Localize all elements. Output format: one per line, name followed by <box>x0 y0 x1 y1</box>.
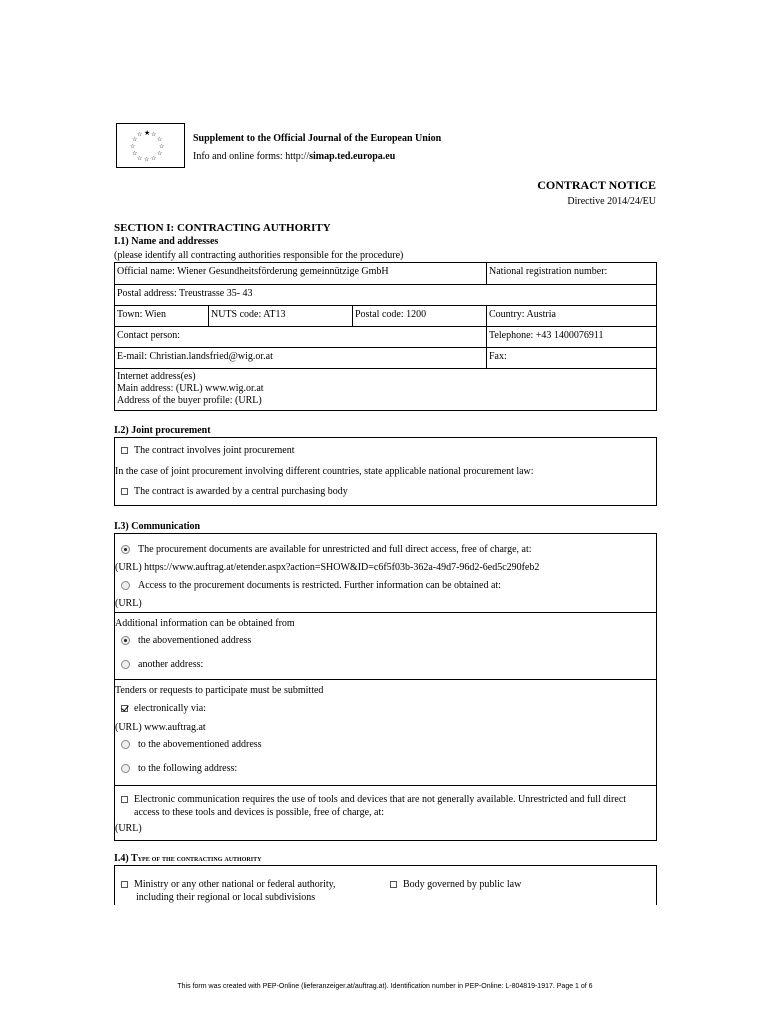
national-law-text: In the case of joint procurement involving different countries, state applicable national procurement law: <box>115 466 534 477</box>
online-forms-line <box>193 151 395 162</box>
svg-text:☆: ☆ <box>137 155 143 162</box>
i1-title: I.1) Name and addresses <box>114 236 219 247</box>
checkbox-icon[interactable] <box>121 796 128 803</box>
svg-text:☆: ☆ <box>130 143 136 150</box>
i2-title: I.2) Joint procurement <box>114 425 211 436</box>
to-following-option[interactable] <box>121 763 237 774</box>
postal-code-field: Postal code: 1200 <box>352 306 486 326</box>
notice-title: CONTRACT NOTICE <box>537 178 656 192</box>
i1-note: (please identify all contracting authorities responsible for the procedure) <box>114 250 404 261</box>
unrestricted-access-option[interactable] <box>121 544 532 555</box>
additional-info-title: Additional information can be obtained from <box>115 618 295 629</box>
to-following-label: to the following address: <box>138 763 238 774</box>
i4-title-prefix: I.4) T <box>114 853 138 864</box>
i3-title: I.3) Communication <box>114 521 201 532</box>
table-row <box>115 327 656 348</box>
svg-text:☆: ☆ <box>159 143 165 150</box>
fax-field: Fax: <box>486 348 656 368</box>
ministry-label-line1: Ministry or any other national or federal authority, <box>134 879 336 890</box>
section-title: SECTION I: CONTRACTING AUTHORITY <box>114 222 331 234</box>
i4-title <box>114 853 261 864</box>
contact-person-field: Contact person: <box>117 330 181 341</box>
above-address-option[interactable] <box>121 635 251 646</box>
nuts-field: NUTS code: AT13 <box>208 306 352 326</box>
joint-procurement-box <box>114 437 657 506</box>
another-address-label: another address: <box>138 659 204 670</box>
checkbox-icon[interactable] <box>390 881 397 888</box>
town-field: Town: Wien <box>117 309 166 320</box>
svg-text:☆: ☆ <box>137 131 143 138</box>
joint-procurement-option[interactable] <box>121 445 295 456</box>
svg-text:☆: ☆ <box>157 150 163 157</box>
svg-text:☆: ☆ <box>151 131 157 138</box>
table-row <box>115 263 656 285</box>
official-name-field: Official name: Wiener Gesundheitsförderung gemeinnützige GmbH <box>117 266 389 277</box>
communication-box <box>114 533 657 841</box>
radio-icon[interactable] <box>121 764 130 773</box>
divider <box>115 785 656 786</box>
divider <box>115 679 656 680</box>
eu-flag-logo <box>116 123 185 168</box>
another-address-option[interactable] <box>121 659 203 670</box>
restricted-access-option[interactable] <box>121 580 501 591</box>
svg-text:☆: ☆ <box>151 155 157 162</box>
svg-text:☆: ☆ <box>132 150 138 157</box>
postal-address-field: Postal address: Treustrasse 35- 43 <box>117 288 253 299</box>
tenders-title: Tenders or requests to participate must be submitted <box>115 685 324 696</box>
ministry-label-line2: including their regional or local subdivisions <box>136 892 316 903</box>
to-above-option[interactable] <box>121 739 262 750</box>
internet-title: Internet address(es) <box>117 371 196 382</box>
eu-stars-icon <box>117 124 182 165</box>
radio-selected-icon[interactable] <box>121 545 130 554</box>
divider <box>115 612 656 613</box>
unrestricted-label: The procurement documents are available for unrestricted and full direct access, free of charge, at: <box>138 544 532 555</box>
table-row <box>115 348 656 369</box>
svg-text:☆: ☆ <box>157 136 163 143</box>
page-footer: This form was created with PEP-Online (lieferanzeiger.at/auftrag.at). Identification number in PEP-Online: L-804819-1917. Page 1 of 6 <box>177 983 593 990</box>
buyer-profile: Address of the buyer profile: (URL) <box>117 395 262 406</box>
telephone-field: Telephone: +43 1400076911 <box>486 327 656 347</box>
to-above-label: to the abovementioned address <box>138 739 262 750</box>
svg-text:★: ★ <box>144 129 151 137</box>
ministry-option[interactable] <box>121 879 336 890</box>
radio-icon[interactable] <box>121 581 130 590</box>
checkbox-icon[interactable] <box>121 881 128 888</box>
country-field: Country: Austria <box>486 306 656 326</box>
radio-icon[interactable] <box>121 660 130 669</box>
public-law-option[interactable] <box>390 879 521 890</box>
main-address[interactable]: Main address: (URL) www.wig.or.at <box>117 383 264 394</box>
central-label: The contract is awarded by a central purchasing body <box>134 486 348 497</box>
journal-title: Supplement to the Official Journal of the European Union <box>193 133 442 144</box>
above-address-label: the abovementioned address <box>138 635 252 646</box>
i4-title-rest: ype of the contracting authority <box>137 854 262 863</box>
tools-label-line1: Electronic communication requires the use of tools and devices that are not generally available. Unrestricted and full direct <box>134 794 627 805</box>
authority-type-box <box>114 865 657 905</box>
radio-selected-icon[interactable] <box>121 636 130 645</box>
tools-url: (URL) <box>115 823 142 834</box>
checkbox-icon[interactable] <box>121 488 128 495</box>
directive-label: Directive 2014/24/EU <box>567 196 656 207</box>
public-law-label: Body governed by public law <box>403 879 522 890</box>
checkbox-icon[interactable] <box>121 447 128 454</box>
electronically-option[interactable] <box>121 703 206 714</box>
table-row <box>115 306 656 327</box>
forms-site-link[interactable]: simap.ted.europa.eu <box>309 151 396 162</box>
svg-text:☆: ☆ <box>144 156 150 163</box>
documents-url[interactable]: (URL) https://www.auftrag.at/etender.aspx?action=SHOW&ID=c6f5f03b-362a-49d7-96d2-6ed5c290feb2 <box>115 562 540 573</box>
restricted-url: (URL) <box>115 598 142 609</box>
svg-text:☆: ☆ <box>132 136 138 143</box>
restricted-label: Access to the procurement documents is restricted. Further information can be obtained at: <box>138 580 501 591</box>
forms-prefix: Info and online forms: http:// <box>193 151 310 162</box>
table-row <box>115 285 656 306</box>
tools-option[interactable] <box>121 794 626 805</box>
email-field[interactable]: E-mail: Christian.landsfried@wig.or.at <box>117 351 273 362</box>
electronically-label: electronically via: <box>134 703 206 714</box>
radio-icon[interactable] <box>121 740 130 749</box>
name-address-table <box>114 262 657 411</box>
national-reg-field: National registration number: <box>486 263 656 284</box>
tools-label-line2: access to these tools and devices is possible, free of charge, at: <box>134 807 385 818</box>
central-purchasing-option[interactable] <box>121 486 348 497</box>
tender-url[interactable]: (URL) www.auftrag.at <box>115 722 206 733</box>
joint-label: The contract involves joint procurement <box>134 445 295 456</box>
checkbox-checked-icon[interactable] <box>121 705 128 712</box>
